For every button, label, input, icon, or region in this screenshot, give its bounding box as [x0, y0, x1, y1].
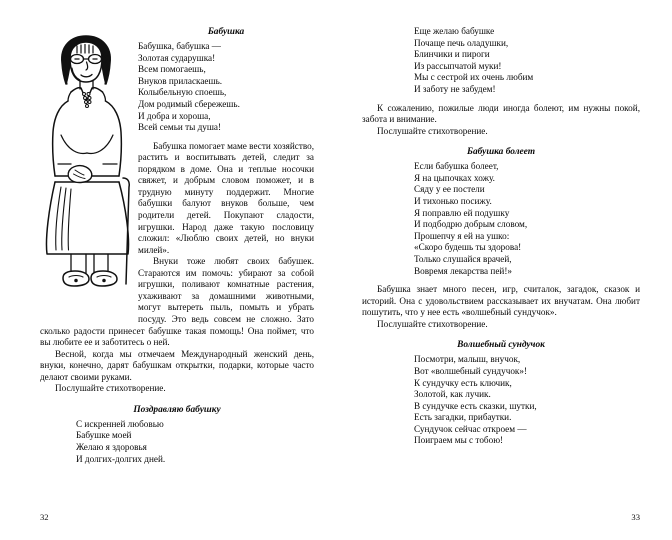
poem-line: Бабушке моей: [76, 430, 132, 441]
poem-line: Есть загадки, прибаутки.: [414, 412, 512, 423]
poem-title-pozdravlyayu: Поздравляю бабушку: [133, 404, 221, 415]
poem-line: Золотая сударушка!: [138, 52, 216, 63]
poem-line: Из рассыпчатой муки!: [414, 60, 502, 71]
poem-line: Поиграем мы с тобою!: [414, 435, 504, 446]
poem-babushka-boleet: [362, 161, 640, 277]
page-number-left: 32: [40, 512, 49, 522]
paragraph: Бабушка помогает маме вести хозяйство, растить и воспитывать детей, следит за порядком в доме. Она и теплые носочки свяжет, и добрым словом поможет, и в трудную минуту поддержит. Многие бабушки балуют внуков больше, чем родители детей. Покупают сладости, игрушки. Народ даже такую пословицу сложил: «Люблю своих детей, но внуки милей».: [138, 140, 314, 255]
poem-line: Вовремя лекарства пей!»: [414, 265, 512, 276]
poem-line: Внуков приласкаешь.: [138, 75, 223, 86]
paragraph: Послушайте стихотворение.: [55, 383, 166, 394]
poem-line: «Скоро будешь ты здорова!: [414, 242, 522, 253]
poem-line: Золотой, как лучик.: [414, 389, 491, 400]
paragraph: Весной, когда мы отмечаем Международный женский день, внуки, конечно, дарят бабушкам открытки, подарки, которые часто делают своими руками.: [40, 348, 314, 382]
paragraph: Послушайте стихотворение.: [377, 125, 488, 136]
poem-line: Блинчики и пироги: [414, 49, 490, 60]
poem-line: К сундучку есть ключик,: [414, 377, 512, 388]
poem-line: Сяду у ее постели: [414, 184, 485, 195]
poem-line: Я поправлю ей подушку: [414, 207, 510, 218]
poem-line: Почаще печь оладушки,: [414, 37, 509, 48]
poem-line: Только слушайся врачей,: [414, 253, 512, 264]
poem-line: Всей семьи ты душа!: [138, 122, 222, 133]
grandmother-illustration: [40, 28, 132, 318]
poem-line: Мы с сестрой их очень любим: [414, 72, 534, 83]
poem-line: Посмотри, малыш, внучок,: [414, 354, 521, 365]
poem-pozdravlyayu: [40, 419, 314, 465]
poem-title-volshebny-sunduchok: Волшебный сундучок: [457, 340, 545, 351]
poem-line: Если бабушка болеет,: [414, 161, 499, 172]
paragraph: Внуки тоже любят своих бабушек. Стараются им помочь: убирают за собой игрушки, поливают комнатные растения, ухаживают за домашними животными, могут вытереть пыль, помыть и убрать посуду. Это ведь совсем не сложно. Зато сколько радости принесет бабушке такая помощь! Она поймет, что вы любите ее и заботитесь о ней.: [40, 256, 314, 348]
paragraph: Бабушка знает много песен, игр, считалок, загадок, сказок и историй. Она с удовольствием рассказывает их внучатам. Она любит пошутить, что у нее есть «волшебный сундучок».: [362, 284, 640, 318]
poem-line: Вот «волшебный сундучок»!: [414, 365, 528, 376]
paragraph: К сожалению, пожилые люди иногда болеют, им нужны покой, забота и внимание.: [362, 102, 640, 125]
paragraph: Послушайте стихотворение.: [377, 318, 488, 329]
poem-pozdravlyayu-continued: [362, 26, 640, 96]
page-number-right: 33: [631, 512, 640, 522]
poem-line: И долгих-долгих дней.: [76, 453, 166, 464]
poem-title-babushka: Бабушка: [207, 27, 245, 37]
poem-line: Бабушка, бабушка —: [138, 41, 221, 51]
poem-line: И добра и хороша,: [138, 110, 211, 121]
poem-line: Я на цыпочках хожу.: [414, 172, 495, 183]
poem-line: С искренней любовью: [76, 418, 164, 429]
poem-line: Желаю я здоровья: [76, 441, 147, 452]
poem-line: В сундучке есть сказки, шутки,: [414, 400, 537, 411]
poem-line: Прошепчу я ей на ушко:: [414, 230, 510, 241]
right-page: [336, 0, 672, 540]
poem-volshebny-sunduchok: [362, 354, 640, 447]
poem-line: Всем помогаешь,: [138, 64, 206, 75]
poem-line: Колыбельную споешь,: [138, 87, 227, 98]
poem-line: Еще желаю бабушке: [414, 26, 495, 36]
poem-title-babushka-boleet: Бабушка болеет: [466, 147, 536, 158]
poem-line: И заботу не забудем!: [414, 83, 496, 94]
poem-line: Сундучок сейчас откроем —: [414, 423, 527, 434]
poem-line: И подбодрю добрым словом,: [414, 219, 528, 230]
poem-line: Дом родимый сбережешь.: [138, 98, 240, 109]
poem-line: И тихонько посижу.: [414, 195, 492, 206]
